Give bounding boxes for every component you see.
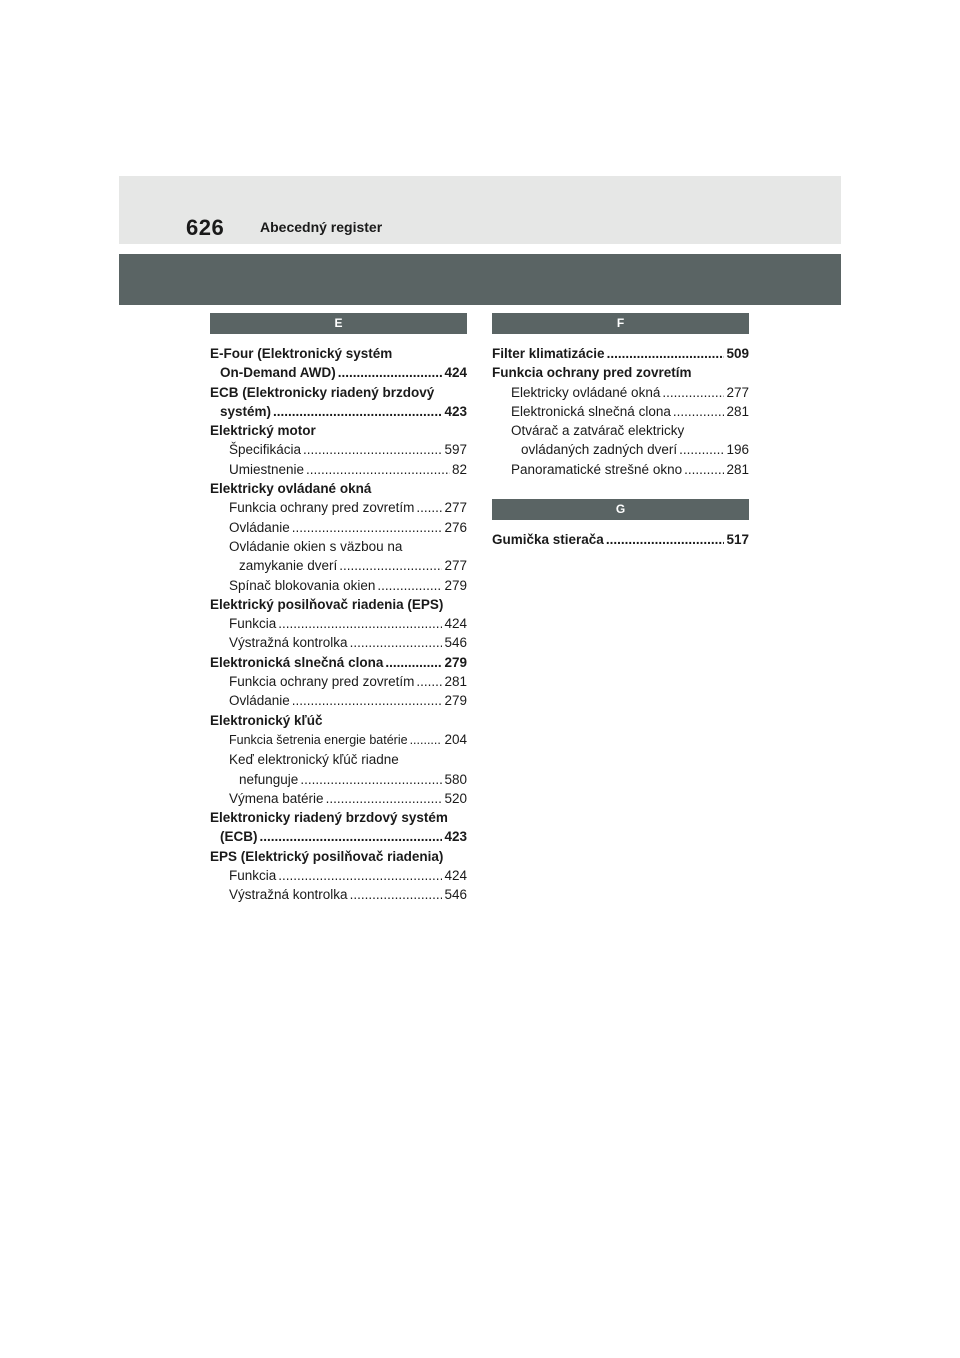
index-subentry: Výmena batérie ..... 520 bbox=[210, 789, 467, 808]
page-ref: 509 bbox=[726, 346, 749, 361]
index-subentry: Funkcia šetrenia energie batérie ..... 204 bbox=[210, 730, 467, 750]
header-band bbox=[119, 176, 841, 244]
index-entry: Gumička stierača ..... 517 bbox=[492, 530, 749, 549]
index-subentry: Výstražná kontrolka ..... 546 bbox=[210, 885, 467, 904]
page-ref: 424 bbox=[444, 616, 467, 632]
index-subentry: Špecifikácia ..... 597 bbox=[210, 440, 467, 459]
index-subentry: Ovládanie ..... 276 bbox=[210, 518, 467, 537]
page-ref: 424 bbox=[444, 365, 467, 381]
page-ref: 279 bbox=[444, 577, 467, 593]
index-subentry: Spínač blokovania okien ..... 279 bbox=[210, 576, 467, 595]
page-ref: 423 bbox=[444, 829, 467, 845]
index-subentry: Elektricky ovládané okná ..... 277 bbox=[492, 383, 749, 402]
index-entry: EPS (Elektrický posilňovač riadenia) bbox=[210, 848, 444, 864]
index-subentry: zamykanie dverí ..... 277 bbox=[210, 556, 467, 575]
index-subentry: Funkcia ..... 424 bbox=[210, 866, 467, 885]
letter-heading-e: E bbox=[210, 313, 467, 334]
section-title: Abecedný register bbox=[260, 219, 383, 235]
index-entry-list bbox=[492, 344, 749, 479]
index-subentry: Výstražná kontrolka ..... 546 bbox=[210, 633, 467, 652]
index-entry: Filter klimatizácie ..... 509 bbox=[492, 344, 749, 363]
letter-heading-f: F bbox=[492, 313, 749, 334]
leader-dots bbox=[410, 731, 443, 750]
leader-dots bbox=[673, 402, 725, 421]
page-ref: 423 bbox=[444, 403, 467, 419]
index-entry: systém) ..... 423 bbox=[210, 402, 467, 421]
index-subentry: Funkcia ..... 424 bbox=[210, 614, 467, 633]
leader-dots bbox=[278, 614, 442, 633]
leader-dots bbox=[292, 518, 443, 537]
leader-dots bbox=[278, 866, 442, 885]
leader-dots bbox=[303, 440, 442, 459]
index-entry-list bbox=[492, 530, 749, 549]
page-ref: 276 bbox=[444, 519, 467, 535]
chapter-band bbox=[119, 254, 841, 305]
leader-dots bbox=[377, 576, 442, 595]
leader-dots bbox=[260, 827, 443, 846]
index-subentry: Elektronická slnečná clona ..... 281 bbox=[492, 402, 749, 421]
index-entry: On-Demand AWD) ..... 424 bbox=[210, 363, 467, 382]
index-entry: Elektronicky riadený brzdový systém bbox=[210, 810, 448, 826]
leader-dots bbox=[273, 402, 442, 421]
leader-dots bbox=[350, 633, 443, 652]
page-ref: 196 bbox=[726, 442, 749, 458]
index-subentry: Ovládanie ..... 279 bbox=[210, 691, 467, 710]
leader-dots bbox=[306, 460, 450, 479]
index-subentry: Ovládanie okien s väzbou na bbox=[229, 538, 403, 554]
page-ref: 82 bbox=[451, 461, 467, 477]
index-entry: Elektrický posilňovač riadenia (EPS) bbox=[210, 596, 444, 612]
page-ref: 546 bbox=[444, 887, 467, 903]
index-subentry: Funkcia ochrany pred zovretím ..... 277 bbox=[210, 498, 467, 517]
page-ref: 279 bbox=[444, 654, 467, 670]
leader-dots bbox=[338, 363, 443, 382]
page-ref: 424 bbox=[444, 868, 467, 884]
index-entry: E-Four (Elektronický systém bbox=[210, 346, 393, 361]
leader-dots bbox=[339, 556, 442, 575]
leader-dots bbox=[607, 344, 725, 363]
page-ref: 546 bbox=[444, 635, 467, 651]
page-ref: 520 bbox=[444, 790, 467, 806]
index-subentry: nefunguje ..... 580 bbox=[210, 770, 467, 789]
index-entry: ECB (Elektronicky riadený brzdový bbox=[210, 384, 435, 400]
leader-dots bbox=[606, 530, 725, 549]
index-column-left bbox=[210, 313, 467, 905]
page-ref: 204 bbox=[444, 731, 467, 747]
index-entry: Funkcia ochrany pred zovretím bbox=[492, 365, 692, 381]
index-entry-list bbox=[210, 344, 467, 905]
page-ref: 281 bbox=[726, 403, 749, 419]
index-subentry: Keď elektronický kľúč riadne bbox=[229, 752, 399, 768]
index-subentry: Otvárač a zatvárač elektricky bbox=[511, 423, 685, 439]
page-ref: 580 bbox=[444, 771, 467, 787]
page-number: 626 bbox=[186, 215, 225, 240]
letter-heading-g: G bbox=[492, 499, 749, 520]
leader-dots bbox=[684, 460, 724, 479]
leader-dots bbox=[326, 789, 443, 808]
index-entry: (ECB) ..... 423 bbox=[210, 827, 467, 846]
index-entry: Elektronická slnečná clona ..... 279 bbox=[210, 653, 467, 672]
index-subentry: Funkcia ochrany pred zovretím ..... 281 bbox=[210, 672, 467, 691]
page-ref: 517 bbox=[726, 532, 749, 548]
index-column-right bbox=[492, 313, 749, 549]
page-ref: 281 bbox=[726, 461, 749, 477]
page-ref: 277 bbox=[444, 500, 467, 516]
index-subentry: ovládaných zadných dverí ..... 196 bbox=[492, 440, 749, 459]
page-ref: 279 bbox=[444, 693, 467, 709]
index-entry: Elektricky ovládané okná bbox=[210, 481, 372, 497]
page-ref: 281 bbox=[444, 674, 467, 690]
page-ref: 597 bbox=[444, 442, 467, 458]
leader-dots bbox=[416, 672, 442, 691]
index-entry: Elektrický motor bbox=[210, 423, 316, 439]
index-entry: Elektronický kľúč bbox=[210, 712, 323, 728]
index-subentry: Panoramatické strešné okno ..... 281 bbox=[492, 460, 749, 479]
leader-dots bbox=[385, 653, 442, 672]
leader-dots bbox=[662, 383, 724, 402]
page-ref: 277 bbox=[726, 384, 749, 400]
page-ref: 277 bbox=[444, 558, 467, 574]
index-subentry: Umiestnenie ..... 82 bbox=[210, 460, 467, 479]
leader-dots bbox=[679, 440, 724, 459]
leader-dots bbox=[416, 498, 442, 517]
leader-dots bbox=[292, 691, 443, 710]
leader-dots bbox=[300, 770, 442, 789]
leader-dots bbox=[350, 885, 443, 904]
